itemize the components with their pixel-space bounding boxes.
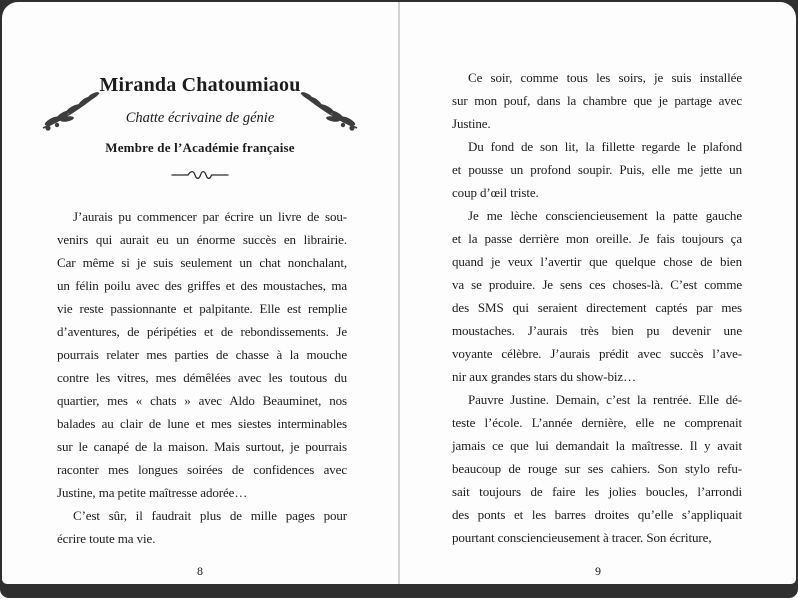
text-line: jamais ce que lui demandait la maîtresse. Il y avait <box>452 438 742 453</box>
open-book-pages <box>2 2 796 584</box>
text-line: coup d’œil triste. <box>452 185 539 200</box>
text-line: Je me lèche consciencieusement la patte gauche <box>468 208 742 223</box>
divider-flourish-icon <box>2 168 398 187</box>
text-line: J’aurais pu commencer par écrire un livre de sou- <box>73 209 347 224</box>
text-line: et pousse un profond soupir. Puis, elle me jette un <box>452 162 742 177</box>
text-line: Du fond de son lit, la fillette regarde le plafond <box>468 139 742 154</box>
text-line: et la passe derrière mon oreille. Je fais toujours ça <box>452 231 742 246</box>
text-line: beaucoup de rouge sur ses cahiers. Son stylo refu- <box>452 461 742 476</box>
text-line: quartier, mes « chats » avec Aldo Beauminet, nos <box>57 393 347 408</box>
text-line: raconter mes longues soirées de confidences avec <box>57 462 347 477</box>
right-page <box>400 2 796 584</box>
text-line: quand je veux l’avertir que quelque chose de bien <box>452 254 742 269</box>
text-line: un félin poilu avec des griffes et des moustaches, ma <box>57 278 347 293</box>
text-line: Justine, ma petite maîtresse adorée… <box>57 485 248 500</box>
text-line: teste l’école. L’année dernière, elle ne comprenait <box>452 415 742 430</box>
text-line: sur mon pouf, dans la chambre que je partage avec <box>452 93 742 108</box>
text-line: balades au clair de lune et mes siestes interminables <box>57 416 347 431</box>
text-line: sur le canapé de la maison. Mais surtout, je pourrais <box>57 439 347 454</box>
text-line: sait toujours de faire les jolies boucles, l’arrondi <box>452 484 742 499</box>
text-line: Car même si je suis seulement un chat nonchalant, <box>57 255 347 270</box>
text-line: nir aux grandes stars du show-biz… <box>452 369 636 384</box>
text-line: Justine. <box>452 116 491 131</box>
text-line: venirs qui aurait eu un énorme succès en librairie. <box>57 232 347 247</box>
text-line: contre les vitres, mes démêlées avec les toutous du <box>57 370 347 385</box>
page-number-left: 8 <box>197 564 203 578</box>
left-page <box>2 2 398 584</box>
text-line: vie reste passionnante et palpitante. Elle est remplie <box>57 301 347 316</box>
text-line: pourtant consciencieusement à tracer. Son écriture, <box>452 530 712 545</box>
chapter-affiliation: Membre de l’Académie française <box>105 140 295 155</box>
text-line: voyante célèbre. J’aurais prédit avec succès l’ave- <box>452 346 742 361</box>
chapter-subtitle: Chatte écrivaine de génie <box>125 110 275 126</box>
text-line: va se produire. Je sens ces choses-là. C’est comme <box>452 277 742 292</box>
text-line: pourrais relater mes parties de chasse à la mouche <box>57 347 347 362</box>
right-page-text <box>452 66 742 549</box>
text-line: C’est sûr, il faudrait plus de mille pages pour <box>73 508 347 523</box>
text-line: des ponts et les barres droites qu’elle s’appliquait <box>452 507 742 522</box>
text-line: des SMS qui seraient directement captés par mes <box>452 300 742 315</box>
text-line: Pauvre Justine. Demain, c’est la rentrée. Elle dé- <box>468 392 742 407</box>
chapter-title: Miranda Chatoumiaou <box>99 74 301 96</box>
text-line: écrire toute ma vie. <box>57 531 156 546</box>
text-line: moustaches. J’aurais très bien pu devenir une <box>452 323 742 338</box>
text-line: Ce soir, comme tous les soirs, je suis installée <box>468 70 742 85</box>
left-page-text <box>57 205 347 550</box>
page-number-right: 9 <box>595 564 601 578</box>
text-line: d’aventures, de péripéties et de rebondissements. Je <box>57 324 347 339</box>
